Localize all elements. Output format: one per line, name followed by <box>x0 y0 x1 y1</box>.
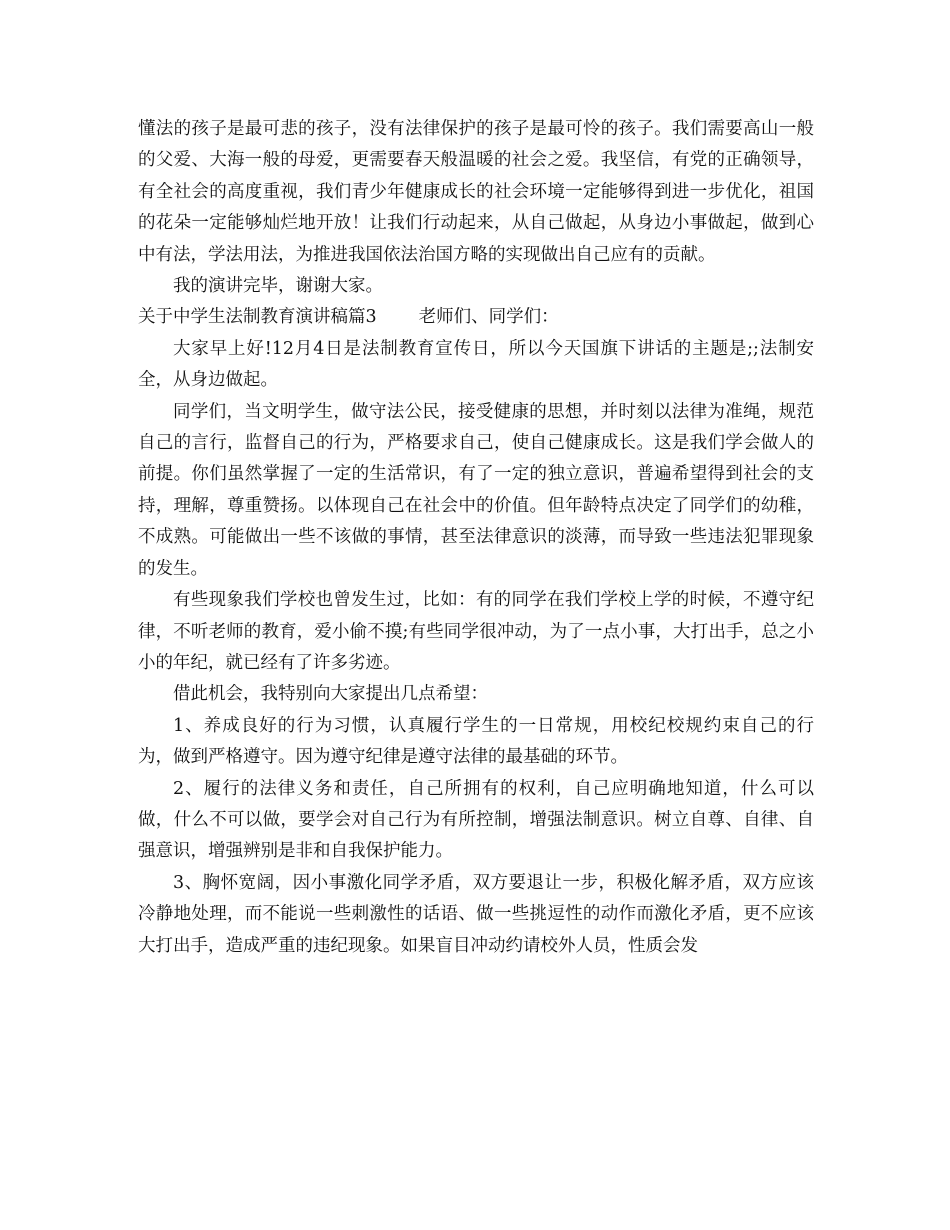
list-item-1: 1、养成良好的行为习惯，认真履行学生的一日常规，用校纪校规约束自己的行为，做到严格遵守。因为遵守纪律是遵守法律的最基础的环节。 <box>138 715 814 768</box>
section-title: 关于中学生法制教育演讲稿篇3 <box>138 307 377 328</box>
paragraph-closing: 我的演讲完毕，谢谢大家。 <box>173 276 383 297</box>
list-item-2: 2、履行的法律义务和责任，自己所拥有的权利，自己应明确地知道，什么可以做，什么不可以做，要学会对自己行为有所控制，增强法制意识。树立自尊、自律、自强意识，增强辨别是非和自我保护能力。 <box>138 778 814 862</box>
list-item-3: 3、胸怀宽阔，因小事激化同学矛盾，双方要退让一步，积极化解矛盾，双方应该冷静地处理，而不能说一些刺激性的话语、做一些挑逗性的动作而激化矛盾，更不应该大打出手，造成严重的违纪现象。如果盲目冲动约请校外人员，性质会发 <box>138 872 814 956</box>
paragraph-body: 同学们，当文明学生，做守法公民，接受健康的思想，并时刻以法律为准绳，规范自己的言行，监督自己的行为，严格要求自己，使自己健康成长。这是我们学会做人的前提。你们虽然掌握了一定的生活常识，有了一定的独立意识，普遍希望得到社会的支持，理解，尊重赞扬。以体现自己在社会中的价值。但年龄特点决定了同学们的幼稚，不成熟。可能做出一些不该做的事情，甚至法律意识的淡薄，而导致一些违法犯罪现象的发生。 <box>138 401 814 579</box>
paragraph-body: 有些现象我们学校也曾发生过，比如：有的同学在我们学校上学的时候，不遵守纪律，不听老师的教育，爱小偷不摸;有些同学很冲动，为了一点小事，大打出手，总之小小的年纪，就已经有了许多劣迹。 <box>138 590 814 673</box>
paragraph-continuation: 懂法的孩子是最可悲的孩子，没有法律保护的孩子是最可怜的孩子。我们需要高山一般的父爱、大海一般的母爱，更需要春天般温暖的社会之爱。我坚信，有党的正确领导，有全社会的高度重视，我们青少年健康成长的社会环境一定能够得到进一步优化，祖国的花朵一定能够灿烂地开放！让我们行动起来，从自己做起，从身边小事做起，做到心中有法，学法用法，为推进我国依法治国方略的实现做出自己应有的贡献。 <box>138 119 814 265</box>
section-heading <box>138 302 814 333</box>
paragraph-greeting: 大家早上好!12月4日是法制教育宣传日，所以今天国旗下讲话的主题是;;法制安全，从身边做起。 <box>138 338 814 391</box>
paragraph-body: 借此机会，我特别向大家提出几点希望： <box>173 684 488 705</box>
document-body <box>138 114 814 962</box>
section-salutation: 老师们、同学们： <box>418 307 559 328</box>
